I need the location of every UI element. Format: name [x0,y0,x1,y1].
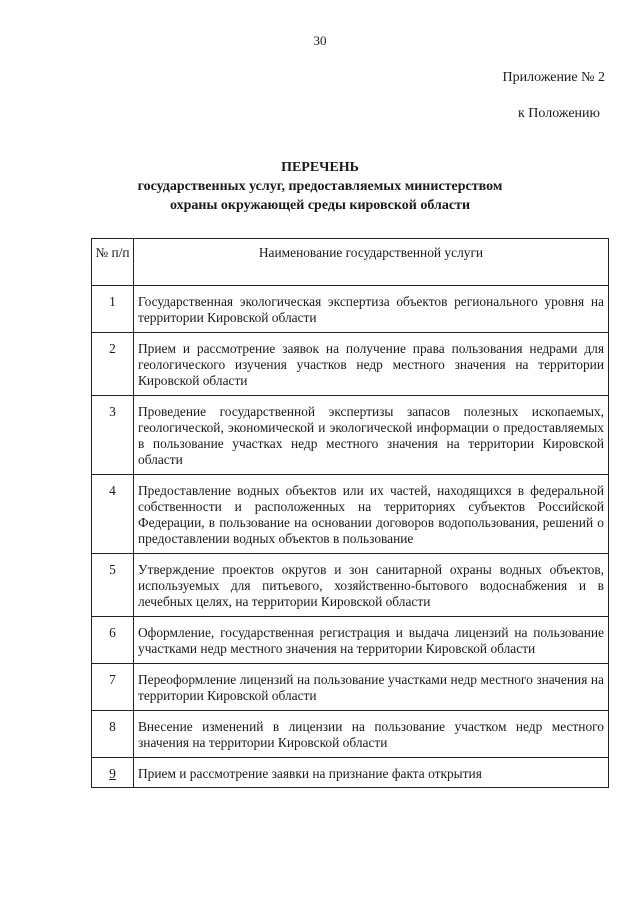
row-number: 7 [92,664,134,711]
heading-line-2: государственных услуг, предоставляемых министерством [137,179,503,194]
table-row [92,333,609,396]
service-name: Предоставление водных объектов или их частей, находящихся в федеральной собственности и расположенных на территориях субъектов Российской Федерации, в пользование на основании договоров водопользования, решений о предоставлении водных объектов в пользование [134,475,609,554]
service-name: Прием и рассмотрение заявки на признание факта открытия [134,758,609,788]
table-row [92,711,609,758]
service-name: Переоформление лицензий на пользование участками недр местного значения на территории Кировской области [134,664,609,711]
table-row [92,475,609,554]
table-row [92,396,609,475]
service-name: Оформление, государственная регистрация и выдача лицензий на пользование участками недр местного значения на территории Кировской области [134,617,609,664]
document-heading [0,158,640,215]
service-name: Внесение изменений в лицензии на пользование участком недр местного значения на территории Кировской области [134,711,609,758]
table-header-row [92,239,609,286]
row-number: 3 [92,396,134,475]
row-number: 4 [92,475,134,554]
heading-line-3: охраны окружающей среды кировской области [169,198,471,213]
row-number-label: 9 [109,766,116,781]
page-number: 30 [313,33,327,48]
column-header-number: № п/п [92,239,134,286]
services-table [91,238,609,788]
service-name: Государственная экологическая экспертиза объектов регионального уровня на территории Кировской области [134,286,609,333]
table-row [92,554,609,617]
table-row [92,664,609,711]
row-number: 1 [92,286,134,333]
table-row [92,758,609,788]
row-number: 8 [92,711,134,758]
table-row [92,617,609,664]
heading-line-1: ПЕРЕЧЕНЬ [281,160,359,175]
row-number: 2 [92,333,134,396]
column-header-name: Наименование государственной услуги [134,239,609,286]
service-name: Прием и рассмотрение заявок на получение права пользования недрами для геологического изучения участков недр местного значения на территории Кировской области [134,333,609,396]
row-number: 6 [92,617,134,664]
row-number: 5 [92,554,134,617]
service-name: Утверждение проектов округов и зон санитарной охраны водных объектов, используемых для питьевого, хозяйственно-бытового водоснабжения и в лечебных целях, на территории Кировской области [134,554,609,617]
row-number [92,758,134,788]
table-row [92,286,609,333]
appendix-subtitle: к Положению [517,106,600,121]
appendix-title: Приложение № 2 [502,70,605,85]
service-name: Проведение государственной экспертизы запасов полезных ископаемых, геологической, экономической и экологической информации о предоставляемых в пользование участках недр местного значения на территории Кировской области [134,396,609,475]
